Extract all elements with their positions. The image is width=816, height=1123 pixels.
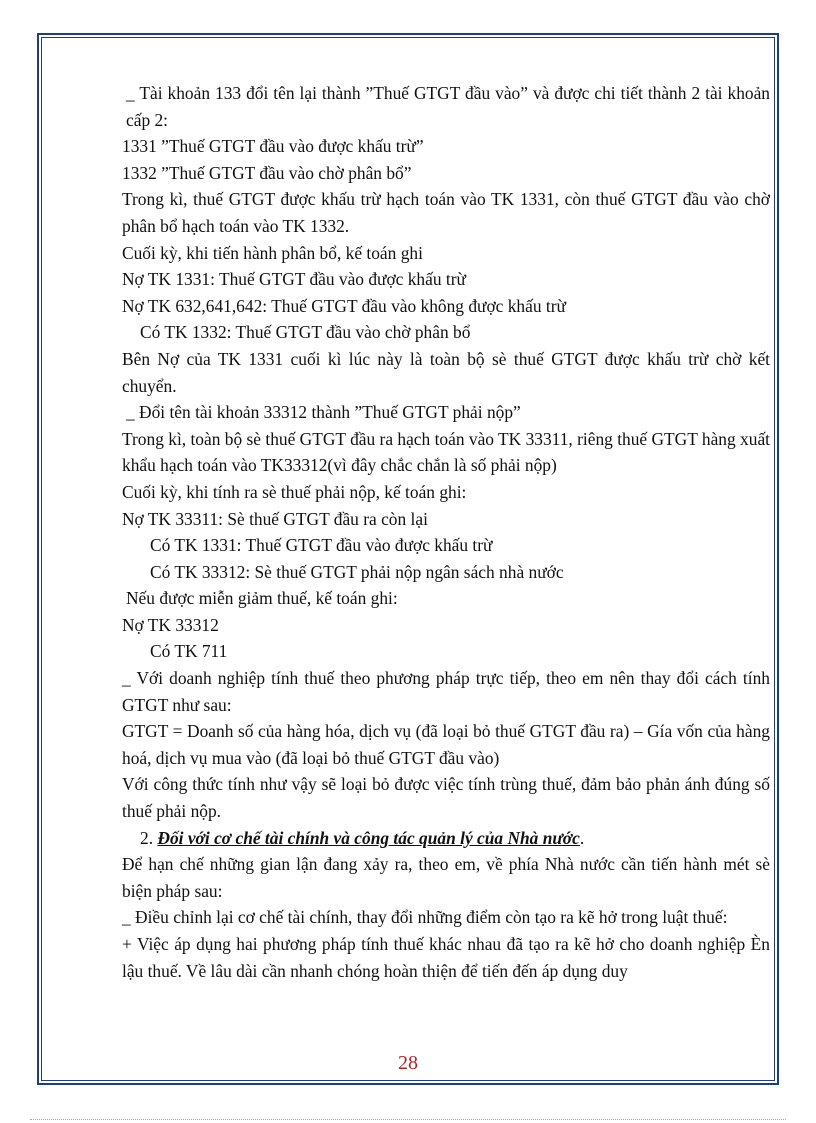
text-line: Có TK 1331: Thuế GTGT đầu vào được khấu trừ: [150, 535, 493, 556]
section-heading: [122, 825, 770, 852]
text-line: 1331 ”Thuế GTGT đầu vào được khấu trừ”: [122, 136, 424, 157]
text-line: GTGT = Doanh số của hàng hóa, dịch vụ (đã loại bỏ thuế GTGT đầu ra) – Gía vốn của hàng hoá, dịch vụ mua vào (đã loại bỏ thuế GTGT đầu vào): [122, 721, 770, 768]
text-line: Có TK 1332: Thuế GTGT đầu vào chờ phân bổ: [140, 322, 471, 343]
text-line: + Việc áp dụng hai phương pháp tính thuế khác nhau đã tạo ra kẽ hở cho doanh nghiệp Èn lậu thuế. Về lâu dài cần nhanh chóng hoàn thiện để tiến đến áp dụng duy: [122, 934, 770, 981]
bottom-dotted-rule: [30, 1119, 786, 1120]
text-line: 1332 ”Thuế GTGT đầu vào chờ phân bổ”: [122, 162, 412, 183]
text-line: _ Đổi tên tài khoản 33312 thành ”Thuế GTGT phải nộp”: [126, 402, 521, 423]
page-number: 28: [398, 1052, 418, 1074]
text-line: _ Điều chỉnh lại cơ chế tài chính, thay đổi những điểm còn tạo ra kẽ hở trong luật thuế:: [122, 907, 728, 928]
text-line: _ Với doanh nghiệp tính thuế theo phương pháp trực tiếp, theo em nên thay đổi cách tính GTGT như sau:: [122, 668, 770, 715]
paragraph-group-before-section: [122, 80, 770, 825]
text-line: Nếu được miễn giảm thuế, kế toán ghi:: [126, 588, 398, 609]
text-line: Trong kì, thuế GTGT được khấu trừ hạch toán vào TK 1331, còn thuế GTGT đầu vào chờ phân bổ hạch toán vào TK 1332.: [122, 189, 770, 236]
text-line: Cuối kỳ, khi tiến hành phân bổ, kế toán ghi: [122, 242, 423, 263]
text-line: _ Tài khoản 133 đổi tên lại thành ”Thuế GTGT đầu vào” và được chi tiết thành 2 tài khoản cấp 2:: [126, 83, 770, 130]
text-line: Nợ TK 1331: Thuế GTGT đầu vào được khấu trừ: [122, 269, 466, 290]
text-line: Để hạn chế những gian lận đang xảy ra, theo em, về phía Nhà nước cần tiến hành mét sè biện pháp sau:: [122, 854, 770, 901]
text-line: Nợ TK 33312: [122, 614, 219, 635]
text-line: Có TK 33312: Sè thuế GTGT phải nộp ngân sách nhà nước: [150, 561, 564, 582]
text-line: Nợ TK 33311: Sè thuế GTGT đầu ra còn lại: [122, 508, 428, 529]
section-title: Đối với cơ chế tài chính và công tác quản lý của Nhà nước: [157, 827, 580, 848]
section-title-period: .: [579, 827, 585, 848]
section-number: 2.: [140, 827, 154, 848]
text-line: Có TK 711: [150, 641, 228, 662]
document-body: [122, 80, 770, 984]
paragraph-group-after-section: [122, 851, 770, 984]
text-line: Cuối kỳ, khi tính ra sè thuế phải nộp, kế toán ghi:: [122, 481, 467, 502]
text-line: Bên Nợ của TK 1331 cuối kì lúc này là toàn bộ sè thuế GTGT được khấu trừ chờ kết chuyển.: [122, 348, 770, 396]
text-line: Trong kì, toàn bộ sè thuế GTGT đầu ra hạch toán vào TK 33311, riêng thuế GTGT hàng xuất khẩu hạch toán vào TK33312(vì đây chắc chắn là số phải nộp): [122, 428, 770, 476]
text-line: Với công thức tính như vậy sẽ loại bỏ được việc tính trùng thuế, đảm bảo phản ánh đúng số thuế phải nộp.: [122, 774, 770, 822]
text-line: Nợ TK 632,641,642: Thuế GTGT đầu vào không được khấu trừ: [122, 295, 566, 316]
